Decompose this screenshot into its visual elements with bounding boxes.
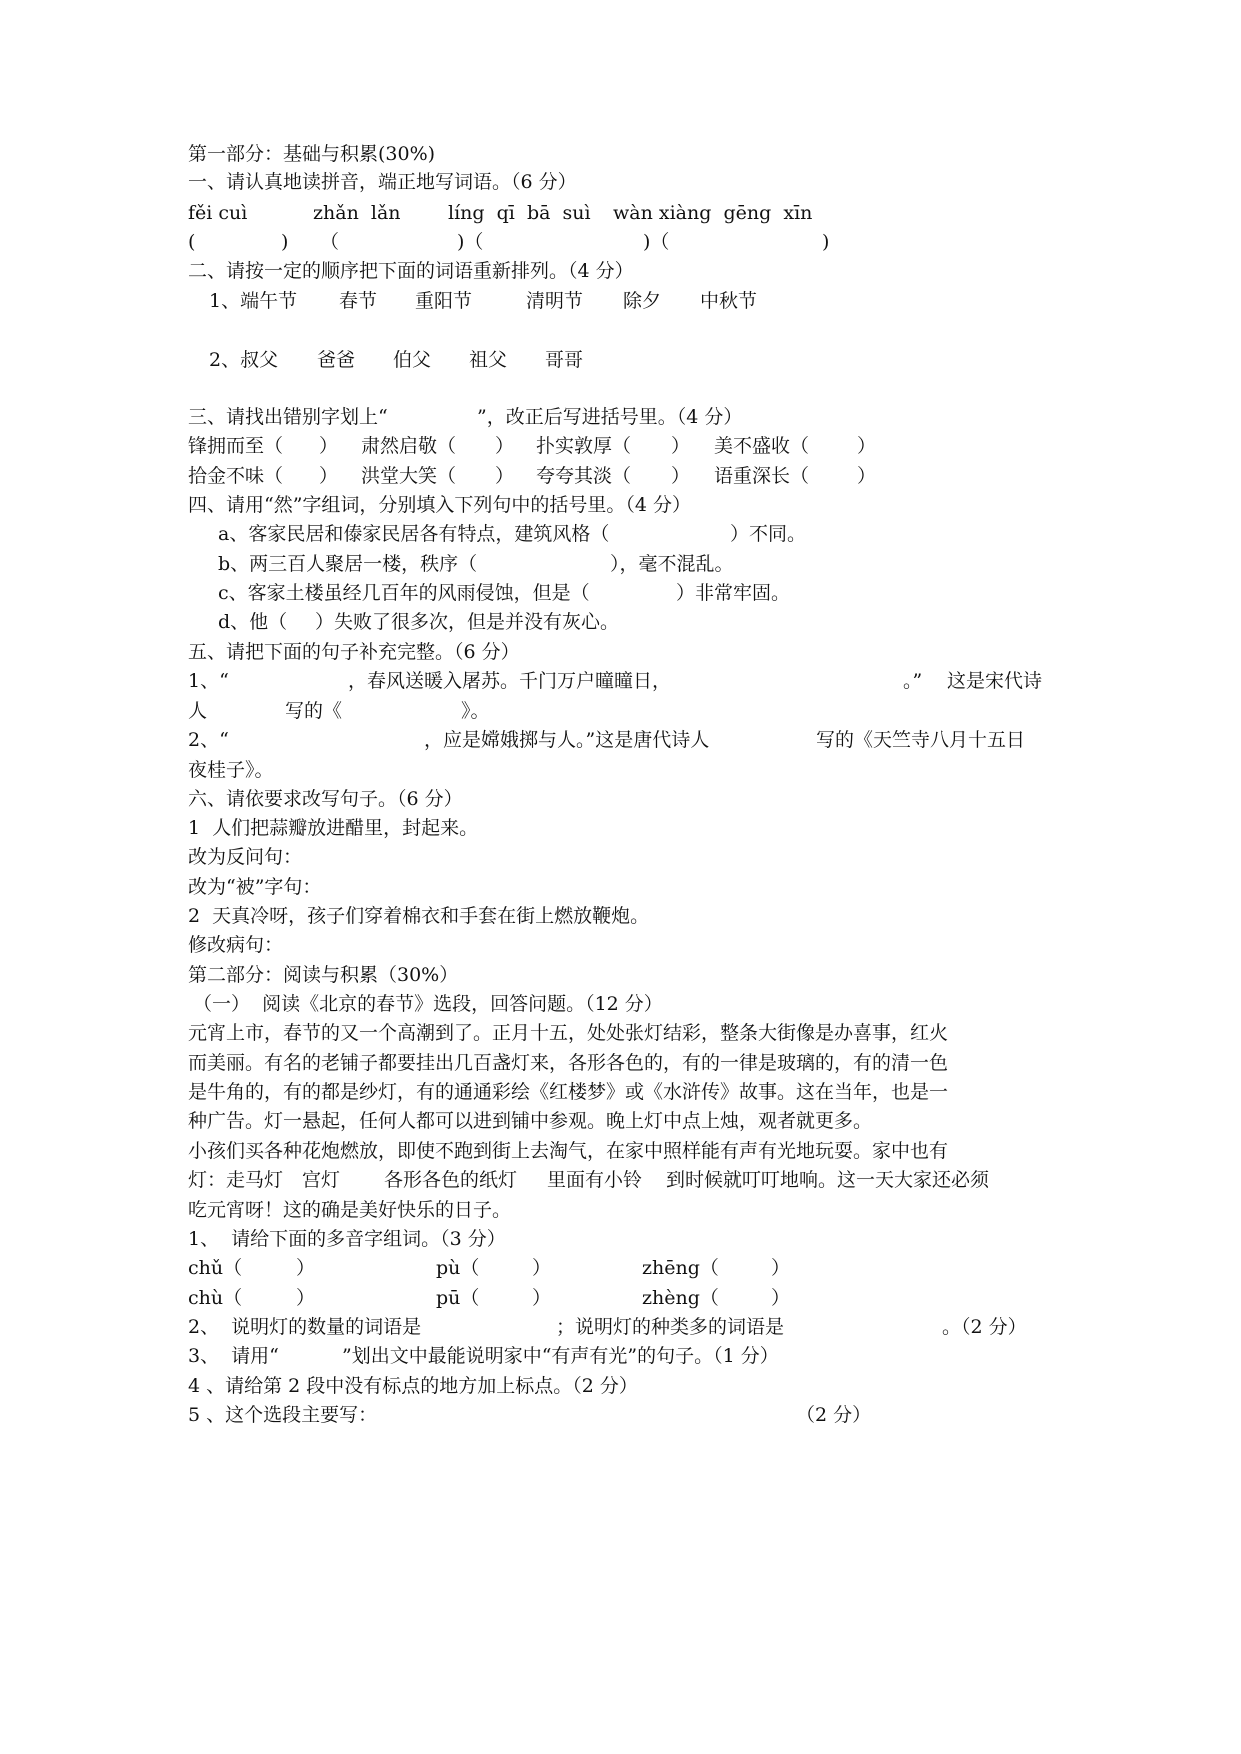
text-segment: ”划出文中最能说明家中“有声有光”的句子。（1 分） xyxy=(342,1345,779,1367)
text-segment: 宫灯 xyxy=(302,1169,341,1191)
text-segment: wàn xiàng gēng xīn xyxy=(613,202,813,224)
text-segment: ） xyxy=(296,1287,316,1309)
text-segment: zhèng（ xyxy=(642,1287,719,1309)
text-segment: ） xyxy=(296,1257,316,1279)
text-segment: （一） 阅读《北京的春节》选段，回答问题。（12 分） xyxy=(193,993,663,1015)
text-segment: c、客家土楼虽经几百年的风雨侵蚀，但是（ xyxy=(218,582,590,604)
text-segment: 扑实敦厚（ xyxy=(536,435,632,457)
text-segment: 3、 请用“ xyxy=(188,1345,279,1367)
text-segment: 1 人们把蒜瓣放进醋里，封起来。 xyxy=(188,817,479,839)
text-segment: d、他（ xyxy=(218,611,288,633)
text-segment: 改为“被”字句： xyxy=(188,876,322,898)
text-segment: 拾金不味（ xyxy=(188,465,284,487)
text-segment: 写的《 xyxy=(285,700,343,722)
text-segment: 春节 xyxy=(339,290,378,312)
text-segment: 。” xyxy=(903,670,923,692)
text-segment: 灯：走马灯 xyxy=(188,1169,284,1191)
text-segment: 锋拥而至（ xyxy=(188,435,284,457)
text-segment: 夜桂子》。 xyxy=(188,759,274,781)
text-segment: )（ xyxy=(643,231,670,253)
text-segment: fěi cuì xyxy=(188,202,248,224)
text-segment: 而美丽。有名的老铺子都要挂出几百盏灯来，各形各色的，有的一律是玻璃的，有的清一色 xyxy=(188,1052,949,1074)
text-segment: ( xyxy=(188,231,196,253)
text-segment: ） xyxy=(671,435,691,457)
text-segment: 吃元宵呀！这的确是美好快乐的日子。 xyxy=(188,1199,512,1221)
text-segment: ） xyxy=(495,465,515,487)
text-segment: ，应是嫦娥掷与人。”这是唐代诗人 xyxy=(424,729,710,751)
text-segment: ） xyxy=(671,465,691,487)
text-segment: 爸爸 xyxy=(317,349,356,371)
text-segment: 》。 xyxy=(461,700,490,722)
text-segment: 2 天真冷呀，孩子们穿着棉衣和手套在街上燃放鞭炮。 xyxy=(188,905,650,927)
text-segment: 到时候就叮叮地响。这一天大家还必须 xyxy=(666,1169,990,1191)
text-segment: ）失败了很多次，但是并没有灰心。 xyxy=(315,611,620,633)
text-segment: 这是宋代诗 xyxy=(947,670,1043,692)
text-segment: 四、请用“然”字组词，分别填入下列句中的括号里。（4 分） xyxy=(188,494,692,516)
text-segment: pū（ xyxy=(436,1287,480,1309)
text-segment: 2、叔父 xyxy=(209,349,279,371)
text-segment: 语重深长（ xyxy=(714,465,810,487)
text-segment: ） xyxy=(319,435,339,457)
text-segment: ），毫不混乱。 xyxy=(610,553,734,575)
text-segment: ） xyxy=(319,465,339,487)
text-segment: 第二部分：阅读与积累（30%） xyxy=(188,964,459,986)
text-segment: 二、请按一定的顺序把下面的词语重新排列。（4 分） xyxy=(188,260,634,282)
text-segment: ，春风送暖入屠苏。千门万户曈曈日， xyxy=(348,670,672,692)
text-segment: ）不同。 xyxy=(730,523,807,545)
text-segment: 修改病句： xyxy=(188,934,284,956)
text-segment: 。（2 分） xyxy=(942,1316,1027,1338)
text-segment: ”，改正后写进括号里。（4 分） xyxy=(477,406,743,428)
text-segment: ）非常牢固。 xyxy=(676,582,791,604)
text-segment: 五、请把下面的句子补充完整。（6 分） xyxy=(188,641,520,663)
text-segment: ） xyxy=(771,1257,791,1279)
text-segment: 伯父 xyxy=(393,349,432,371)
text-segment: chù（ xyxy=(188,1287,243,1309)
text-segment: pù（ xyxy=(436,1257,480,1279)
text-segment: （ xyxy=(320,231,340,253)
text-segment: 5 、这个选段主要写： xyxy=(188,1404,378,1426)
text-segment: ) xyxy=(281,231,289,253)
text-segment: 各形各色的纸灯 xyxy=(384,1169,518,1191)
text-segment: 写的《天竺寺八月十五日 xyxy=(816,729,1026,751)
text-segment: 里面有小铃 xyxy=(547,1169,643,1191)
text-segment: 夸夸其淡（ xyxy=(536,465,632,487)
text-segment: chǔ（ xyxy=(188,1257,243,1279)
text-segment: 重阳节 xyxy=(415,290,473,312)
text-segment: 2、 说明灯的数量的词语是 xyxy=(188,1316,422,1338)
text-segment: 中秋节 xyxy=(700,290,758,312)
text-segment: 一、请认真地读拼音，端正地写词语。（6 分） xyxy=(188,171,577,193)
text-segment: zhēng（ xyxy=(642,1257,719,1279)
text-segment: ） xyxy=(771,1287,791,1309)
text-segment: 2、“ xyxy=(188,729,229,751)
text-segment: 4 、请给第 2 段中没有标点的地方加上标点。（2 分） xyxy=(188,1375,638,1397)
text-segment: 六、请依要求改写句子。（6 分） xyxy=(188,788,463,810)
text-segment: 小孩们买各种花炮燃放，即使不跑到街上去淘气，在家中照样能有声有光地玩耍。家中也有 xyxy=(188,1140,949,1162)
text-segment: ) xyxy=(822,231,830,253)
text-segment: 除夕 xyxy=(623,290,662,312)
text-segment: 1、 请给下面的多音字组词。（3 分） xyxy=(188,1228,506,1250)
text-segment: ） xyxy=(532,1257,552,1279)
text-segment: zhǎn lǎn xyxy=(313,202,401,224)
text-segment: 种广告。灯一悬起，任何人都可以进到铺中参观。晚上灯中点上烛，观者就更多。 xyxy=(188,1110,873,1132)
text-segment: 1、“ xyxy=(188,670,229,692)
text-segment: ） xyxy=(532,1287,552,1309)
text-segment: 是牛角的，有的都是纱灯，有的通通彩绘《红楼梦》或《水浒传》故事。这在当年，也是一 xyxy=(188,1081,949,1103)
text-segment: 祖父 xyxy=(469,349,508,371)
text-segment: líng qī bā suì xyxy=(448,202,591,224)
text-segment: a、客家民居和傣家民居各有特点，建筑风格（ xyxy=(218,523,610,545)
text-segment: )（ xyxy=(457,231,484,253)
text-segment: （2 分） xyxy=(796,1404,872,1426)
text-segment: ） xyxy=(857,435,877,457)
text-segment: 清明节 xyxy=(526,290,584,312)
text-segment: 三、请找出错别字划上“ xyxy=(188,406,388,428)
text-segment: b、两三百人聚居一楼，秩序（ xyxy=(218,553,478,575)
text-segment: 洪堂大笑（ xyxy=(361,465,457,487)
text-segment: 元宵上市，春节的又一个高潮到了。正月十五，处处张灯结彩，整条大街像是办喜事，红火 xyxy=(188,1022,949,1044)
text-segment: ） xyxy=(495,435,515,457)
text-segment: 第一部分：基础与积累(30%) xyxy=(188,143,436,165)
text-segment: 哥哥 xyxy=(545,349,584,371)
text-segment: ；说明灯的种类多的词语是 xyxy=(556,1316,785,1338)
text-segment: 1、端午节 xyxy=(209,290,298,312)
text-segment: 改为反问句： xyxy=(188,846,303,868)
text-segment: 肃然启敬（ xyxy=(361,435,457,457)
text-segment: ） xyxy=(857,465,877,487)
text-segment: 人 xyxy=(188,700,208,722)
text-segment: 美不盛收（ xyxy=(714,435,810,457)
